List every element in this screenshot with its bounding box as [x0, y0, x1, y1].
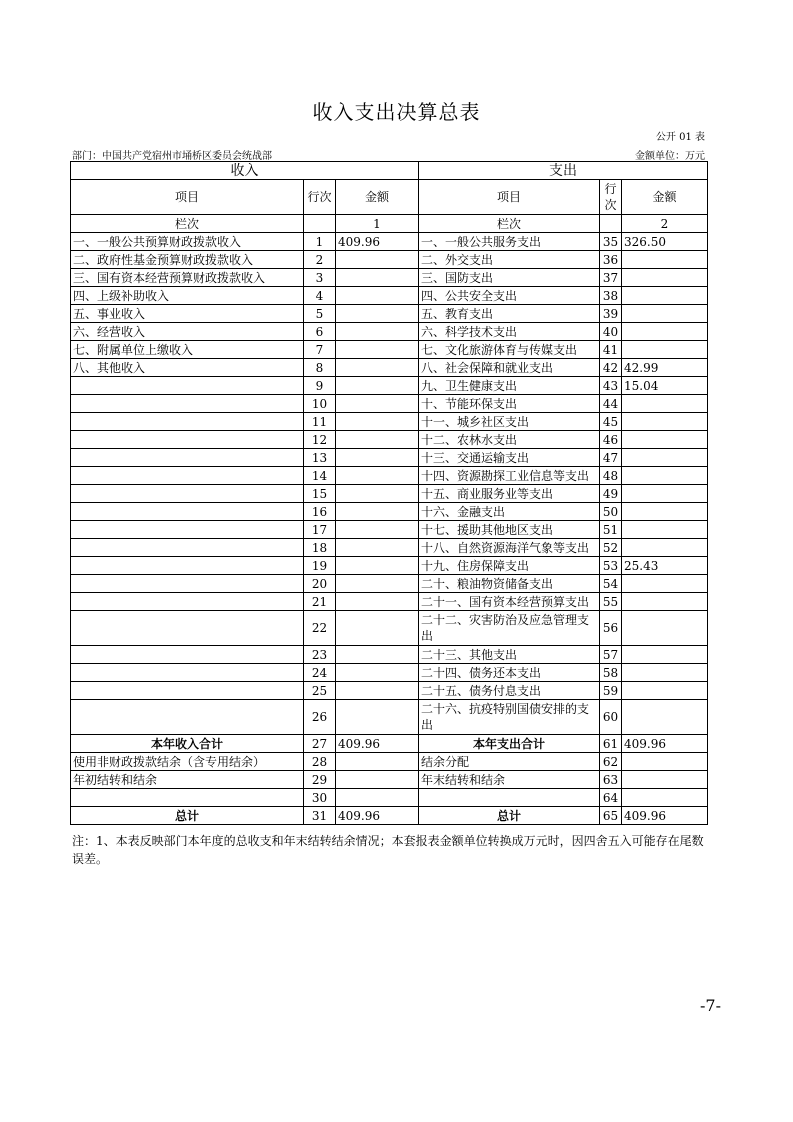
expense-column-label: 栏次	[419, 215, 600, 233]
expense-amount-cell: 326.50	[622, 233, 708, 251]
expense-amount-cell	[622, 682, 708, 700]
table-row	[71, 664, 708, 682]
income-line-cell: 17	[304, 521, 336, 539]
expense-item-cell: 十六、金融支出	[419, 503, 600, 521]
expense-item-cell	[419, 789, 600, 807]
table-row	[71, 771, 708, 789]
income-item-cell: 年初结转和结余	[71, 771, 304, 789]
expense-amount-cell	[622, 251, 708, 269]
expense-item-cell: 十九、住房保障支出	[419, 557, 600, 575]
table-row	[71, 377, 708, 395]
expense-amount-cell	[622, 593, 708, 611]
expense-line-cell: 45	[600, 413, 622, 431]
income-line-cell: 7	[304, 341, 336, 359]
expense-line-cell: 61	[600, 735, 622, 753]
income-line-cell: 16	[304, 503, 336, 521]
expense-line-cell: 65	[600, 807, 622, 825]
expense-amount-cell	[622, 413, 708, 431]
income-line-cell: 4	[304, 287, 336, 305]
expense-line-cell: 47	[600, 449, 622, 467]
table-row	[71, 323, 708, 341]
income-amount-cell	[336, 449, 419, 467]
expense-item-cell: 十、节能环保支出	[419, 395, 600, 413]
expense-line-cell: 35	[600, 233, 622, 251]
expense-amount-cell	[622, 485, 708, 503]
expense-item-cell: 一、一般公共服务支出	[419, 233, 600, 251]
expense-amount-cell	[622, 449, 708, 467]
empty-cell	[600, 215, 622, 233]
table-row	[71, 395, 708, 413]
expense-amount-cell	[622, 539, 708, 557]
income-item-cell	[71, 789, 304, 807]
income-item-cell: 四、上级补助收入	[71, 287, 304, 305]
income-section-header: 收入	[71, 162, 419, 180]
income-line-cell: 26	[304, 700, 336, 735]
expense-line-cell: 55	[600, 593, 622, 611]
income-amount-cell	[336, 503, 419, 521]
expense-item-cell: 十三、交通运输支出	[419, 449, 600, 467]
income-line-cell: 31	[304, 807, 336, 825]
expense-line-header: 行次	[600, 180, 622, 215]
table-row	[71, 575, 708, 593]
income-amount-cell	[336, 593, 419, 611]
table-row	[71, 789, 708, 807]
table-row	[71, 503, 708, 521]
table-row	[71, 449, 708, 467]
table-row	[71, 682, 708, 700]
expense-amount-cell	[622, 700, 708, 735]
expense-item-cell: 八、社会保障和就业支出	[419, 359, 600, 377]
expense-item-cell: 二十五、债务付息支出	[419, 682, 600, 700]
table-row	[71, 359, 708, 377]
table-row	[71, 611, 708, 646]
expense-amount-cell: 409.96	[622, 735, 708, 753]
income-item-cell: 七、附属单位上缴收入	[71, 341, 304, 359]
income-line-cell: 1	[304, 233, 336, 251]
expense-item-cell: 十一、城乡社区支出	[419, 413, 600, 431]
income-line-cell: 14	[304, 467, 336, 485]
expense-line-cell: 54	[600, 575, 622, 593]
income-amount-cell	[336, 413, 419, 431]
table-row	[71, 269, 708, 287]
income-line-cell: 24	[304, 664, 336, 682]
expense-line-cell: 63	[600, 771, 622, 789]
income-item-cell: 总计	[71, 807, 304, 825]
expense-amount-cell	[622, 269, 708, 287]
income-item-cell	[71, 377, 304, 395]
expense-line-cell: 48	[600, 467, 622, 485]
expense-item-cell: 六、科学技术支出	[419, 323, 600, 341]
expense-amount-cell	[622, 575, 708, 593]
income-item-cell	[71, 611, 304, 646]
income-amount-cell	[336, 359, 419, 377]
income-item-cell: 八、其他收入	[71, 359, 304, 377]
income-amount-cell	[336, 753, 419, 771]
expense-item-cell: 十五、商业服务业等支出	[419, 485, 600, 503]
income-amount-cell	[336, 305, 419, 323]
income-line-cell: 10	[304, 395, 336, 413]
income-amount-cell	[336, 611, 419, 646]
expense-amount-cell	[622, 771, 708, 789]
income-line-cell: 21	[304, 593, 336, 611]
expense-line-cell: 43	[600, 377, 622, 395]
expense-line-cell: 36	[600, 251, 622, 269]
page-title: 收入支出决算总表	[312, 100, 481, 124]
expense-item-cell: 十四、资源勘探工业信息等支出	[419, 467, 600, 485]
income-line-cell: 9	[304, 377, 336, 395]
income-line-cell: 3	[304, 269, 336, 287]
income-item-cell: 六、经营收入	[71, 323, 304, 341]
income-amount-cell	[336, 485, 419, 503]
expense-amount-cell	[622, 503, 708, 521]
income-amount-cell	[336, 664, 419, 682]
income-amount-cell	[336, 269, 419, 287]
table-row	[71, 700, 708, 735]
table-row	[71, 539, 708, 557]
table-row	[71, 807, 708, 825]
income-item-cell	[71, 503, 304, 521]
income-line-cell: 11	[304, 413, 336, 431]
expense-amount-cell	[622, 664, 708, 682]
income-amount-cell	[336, 771, 419, 789]
expense-amount-cell	[622, 521, 708, 539]
income-item-header: 项目	[71, 180, 304, 215]
expense-line-cell: 52	[600, 539, 622, 557]
expense-item-cell: 二十三、其他支出	[419, 646, 600, 664]
expense-item-cell: 三、国防支出	[419, 269, 600, 287]
income-item-cell	[71, 395, 304, 413]
table-row	[71, 467, 708, 485]
expense-line-cell: 64	[600, 789, 622, 807]
income-item-cell	[71, 593, 304, 611]
income-amount-cell	[336, 789, 419, 807]
income-amount-header: 金额	[336, 180, 419, 215]
income-line-cell: 23	[304, 646, 336, 664]
income-item-cell	[71, 449, 304, 467]
income-amount-cell	[336, 557, 419, 575]
page-number: -7-	[700, 996, 721, 1015]
income-item-cell	[71, 557, 304, 575]
income-line-cell: 20	[304, 575, 336, 593]
income-item-cell: 五、事业收入	[71, 305, 304, 323]
table-row	[71, 646, 708, 664]
income-amount-cell	[336, 431, 419, 449]
amount-unit-label: 金额单位：万元	[635, 151, 705, 162]
income-item-cell	[71, 664, 304, 682]
income-line-cell: 2	[304, 251, 336, 269]
footnote: 注：1、本表反映部门本年度的总收支和年末结转结余情况；本套报表金额单位转换成万元时，因四舍五入可能存在尾数误差。	[72, 834, 704, 866]
income-line-cell: 22	[304, 611, 336, 646]
income-item-cell	[71, 646, 304, 664]
expense-item-cell: 二十、粮油物资储备支出	[419, 575, 600, 593]
income-amount-cell	[336, 395, 419, 413]
income-amount-cell	[336, 646, 419, 664]
income-line-cell: 12	[304, 431, 336, 449]
expense-amount-cell	[622, 395, 708, 413]
expense-line-cell: 56	[600, 611, 622, 646]
expense-item-cell: 年末结转和结余	[419, 771, 600, 789]
expense-item-cell: 二十四、债务还本支出	[419, 664, 600, 682]
income-line-cell: 13	[304, 449, 336, 467]
income-item-cell	[71, 682, 304, 700]
income-item-cell: 三、国有资本经营预算财政拨款收入	[71, 269, 304, 287]
expense-item-cell: 十二、农林水支出	[419, 431, 600, 449]
income-amount-cell	[336, 467, 419, 485]
expense-line-cell: 58	[600, 664, 622, 682]
expense-column-number: 2	[622, 215, 708, 233]
expense-section-header: 支出	[419, 162, 708, 180]
income-expense-table	[70, 161, 708, 825]
expense-line-cell: 51	[600, 521, 622, 539]
expense-line-cell: 41	[600, 341, 622, 359]
expense-amount-cell	[622, 611, 708, 646]
expense-amount-cell: 42.99	[622, 359, 708, 377]
table-row	[71, 593, 708, 611]
expense-amount-cell	[622, 431, 708, 449]
income-amount-cell	[336, 251, 419, 269]
table-row	[71, 233, 708, 251]
expense-item-cell: 七、文化旅游体育与传媒支出	[419, 341, 600, 359]
expense-line-cell: 42	[600, 359, 622, 377]
expense-amount-cell: 409.96	[622, 807, 708, 825]
table-row	[71, 251, 708, 269]
expense-item-cell: 五、教育支出	[419, 305, 600, 323]
form-code: 公开 01 表	[655, 132, 705, 143]
income-item-cell	[71, 485, 304, 503]
income-line-cell: 25	[304, 682, 336, 700]
department-label: 部门：中国共产党宿州市埇桥区委员会统战部	[72, 151, 272, 162]
income-line-cell: 6	[304, 323, 336, 341]
income-amount-cell: 409.96	[336, 233, 419, 251]
table-row	[71, 413, 708, 431]
empty-cell	[304, 215, 336, 233]
expense-line-cell: 59	[600, 682, 622, 700]
expense-line-cell: 40	[600, 323, 622, 341]
income-line-cell: 8	[304, 359, 336, 377]
table-row	[71, 287, 708, 305]
income-line-cell: 15	[304, 485, 336, 503]
expense-item-cell: 二十一、国有资本经营预算支出	[419, 593, 600, 611]
expense-line-cell: 49	[600, 485, 622, 503]
table-row	[71, 557, 708, 575]
income-item-cell	[71, 539, 304, 557]
income-item-cell	[71, 700, 304, 735]
table-row	[71, 735, 708, 753]
income-line-cell: 27	[304, 735, 336, 753]
income-item-cell: 本年收入合计	[71, 735, 304, 753]
expense-item-cell: 二十二、灾害防治及应急管理支出	[419, 611, 600, 646]
income-amount-cell	[336, 539, 419, 557]
expense-amount-header: 金额	[622, 180, 708, 215]
income-item-cell: 使用非财政拨款结余（含专用结余）	[71, 753, 304, 771]
expense-item-cell: 本年支出合计	[419, 735, 600, 753]
income-line-cell: 19	[304, 557, 336, 575]
table-row	[71, 753, 708, 771]
table-row	[71, 341, 708, 359]
income-column-number: 1	[336, 215, 419, 233]
income-amount-cell: 409.96	[336, 735, 419, 753]
expense-item-cell: 总计	[419, 807, 600, 825]
expense-amount-cell: 15.04	[622, 377, 708, 395]
expense-amount-cell	[622, 287, 708, 305]
income-amount-cell: 409.96	[336, 807, 419, 825]
income-amount-cell	[336, 323, 419, 341]
income-column-label: 栏次	[71, 215, 304, 233]
expense-line-cell: 53	[600, 557, 622, 575]
expense-line-cell: 62	[600, 753, 622, 771]
table-row	[71, 305, 708, 323]
income-line-header: 行次	[304, 180, 336, 215]
expense-amount-cell	[622, 646, 708, 664]
expense-amount-cell	[622, 467, 708, 485]
expense-item-cell: 九、卫生健康支出	[419, 377, 600, 395]
expense-line-cell: 44	[600, 395, 622, 413]
expense-amount-cell	[622, 789, 708, 807]
expense-item-cell: 结余分配	[419, 753, 600, 771]
income-amount-cell	[336, 377, 419, 395]
income-amount-cell	[336, 700, 419, 735]
table-row	[71, 485, 708, 503]
expense-amount-cell	[622, 753, 708, 771]
expense-amount-cell	[622, 305, 708, 323]
income-line-cell: 18	[304, 539, 336, 557]
expense-amount-cell: 25.43	[622, 557, 708, 575]
income-amount-cell	[336, 575, 419, 593]
expense-item-cell: 二、外交支出	[419, 251, 600, 269]
expense-amount-cell	[622, 341, 708, 359]
income-item-cell	[71, 521, 304, 539]
expense-line-cell: 46	[600, 431, 622, 449]
income-item-cell	[71, 467, 304, 485]
income-line-cell: 5	[304, 305, 336, 323]
income-amount-cell	[336, 521, 419, 539]
table-row	[71, 431, 708, 449]
expense-item-header: 项目	[419, 180, 600, 215]
table-row	[71, 521, 708, 539]
income-item-cell	[71, 413, 304, 431]
expense-line-cell: 60	[600, 700, 622, 735]
income-line-cell: 30	[304, 789, 336, 807]
expense-line-cell: 50	[600, 503, 622, 521]
income-amount-cell	[336, 341, 419, 359]
income-amount-cell	[336, 287, 419, 305]
income-item-cell	[71, 575, 304, 593]
expense-line-cell: 39	[600, 305, 622, 323]
expense-item-cell: 二十六、抗疫特别国债安排的支出	[419, 700, 600, 735]
expense-item-cell: 十八、自然资源海洋气象等支出	[419, 539, 600, 557]
expense-item-cell: 四、公共安全支出	[419, 287, 600, 305]
expense-line-cell: 37	[600, 269, 622, 287]
income-item-cell: 一、一般公共预算财政拨款收入	[71, 233, 304, 251]
income-amount-cell	[336, 682, 419, 700]
income-line-cell: 28	[304, 753, 336, 771]
income-item-cell	[71, 431, 304, 449]
expense-amount-cell	[622, 323, 708, 341]
expense-item-cell: 十七、援助其他地区支出	[419, 521, 600, 539]
income-line-cell: 29	[304, 771, 336, 789]
expense-line-cell: 57	[600, 646, 622, 664]
expense-line-cell: 38	[600, 287, 622, 305]
income-item-cell: 二、政府性基金预算财政拨款收入	[71, 251, 304, 269]
